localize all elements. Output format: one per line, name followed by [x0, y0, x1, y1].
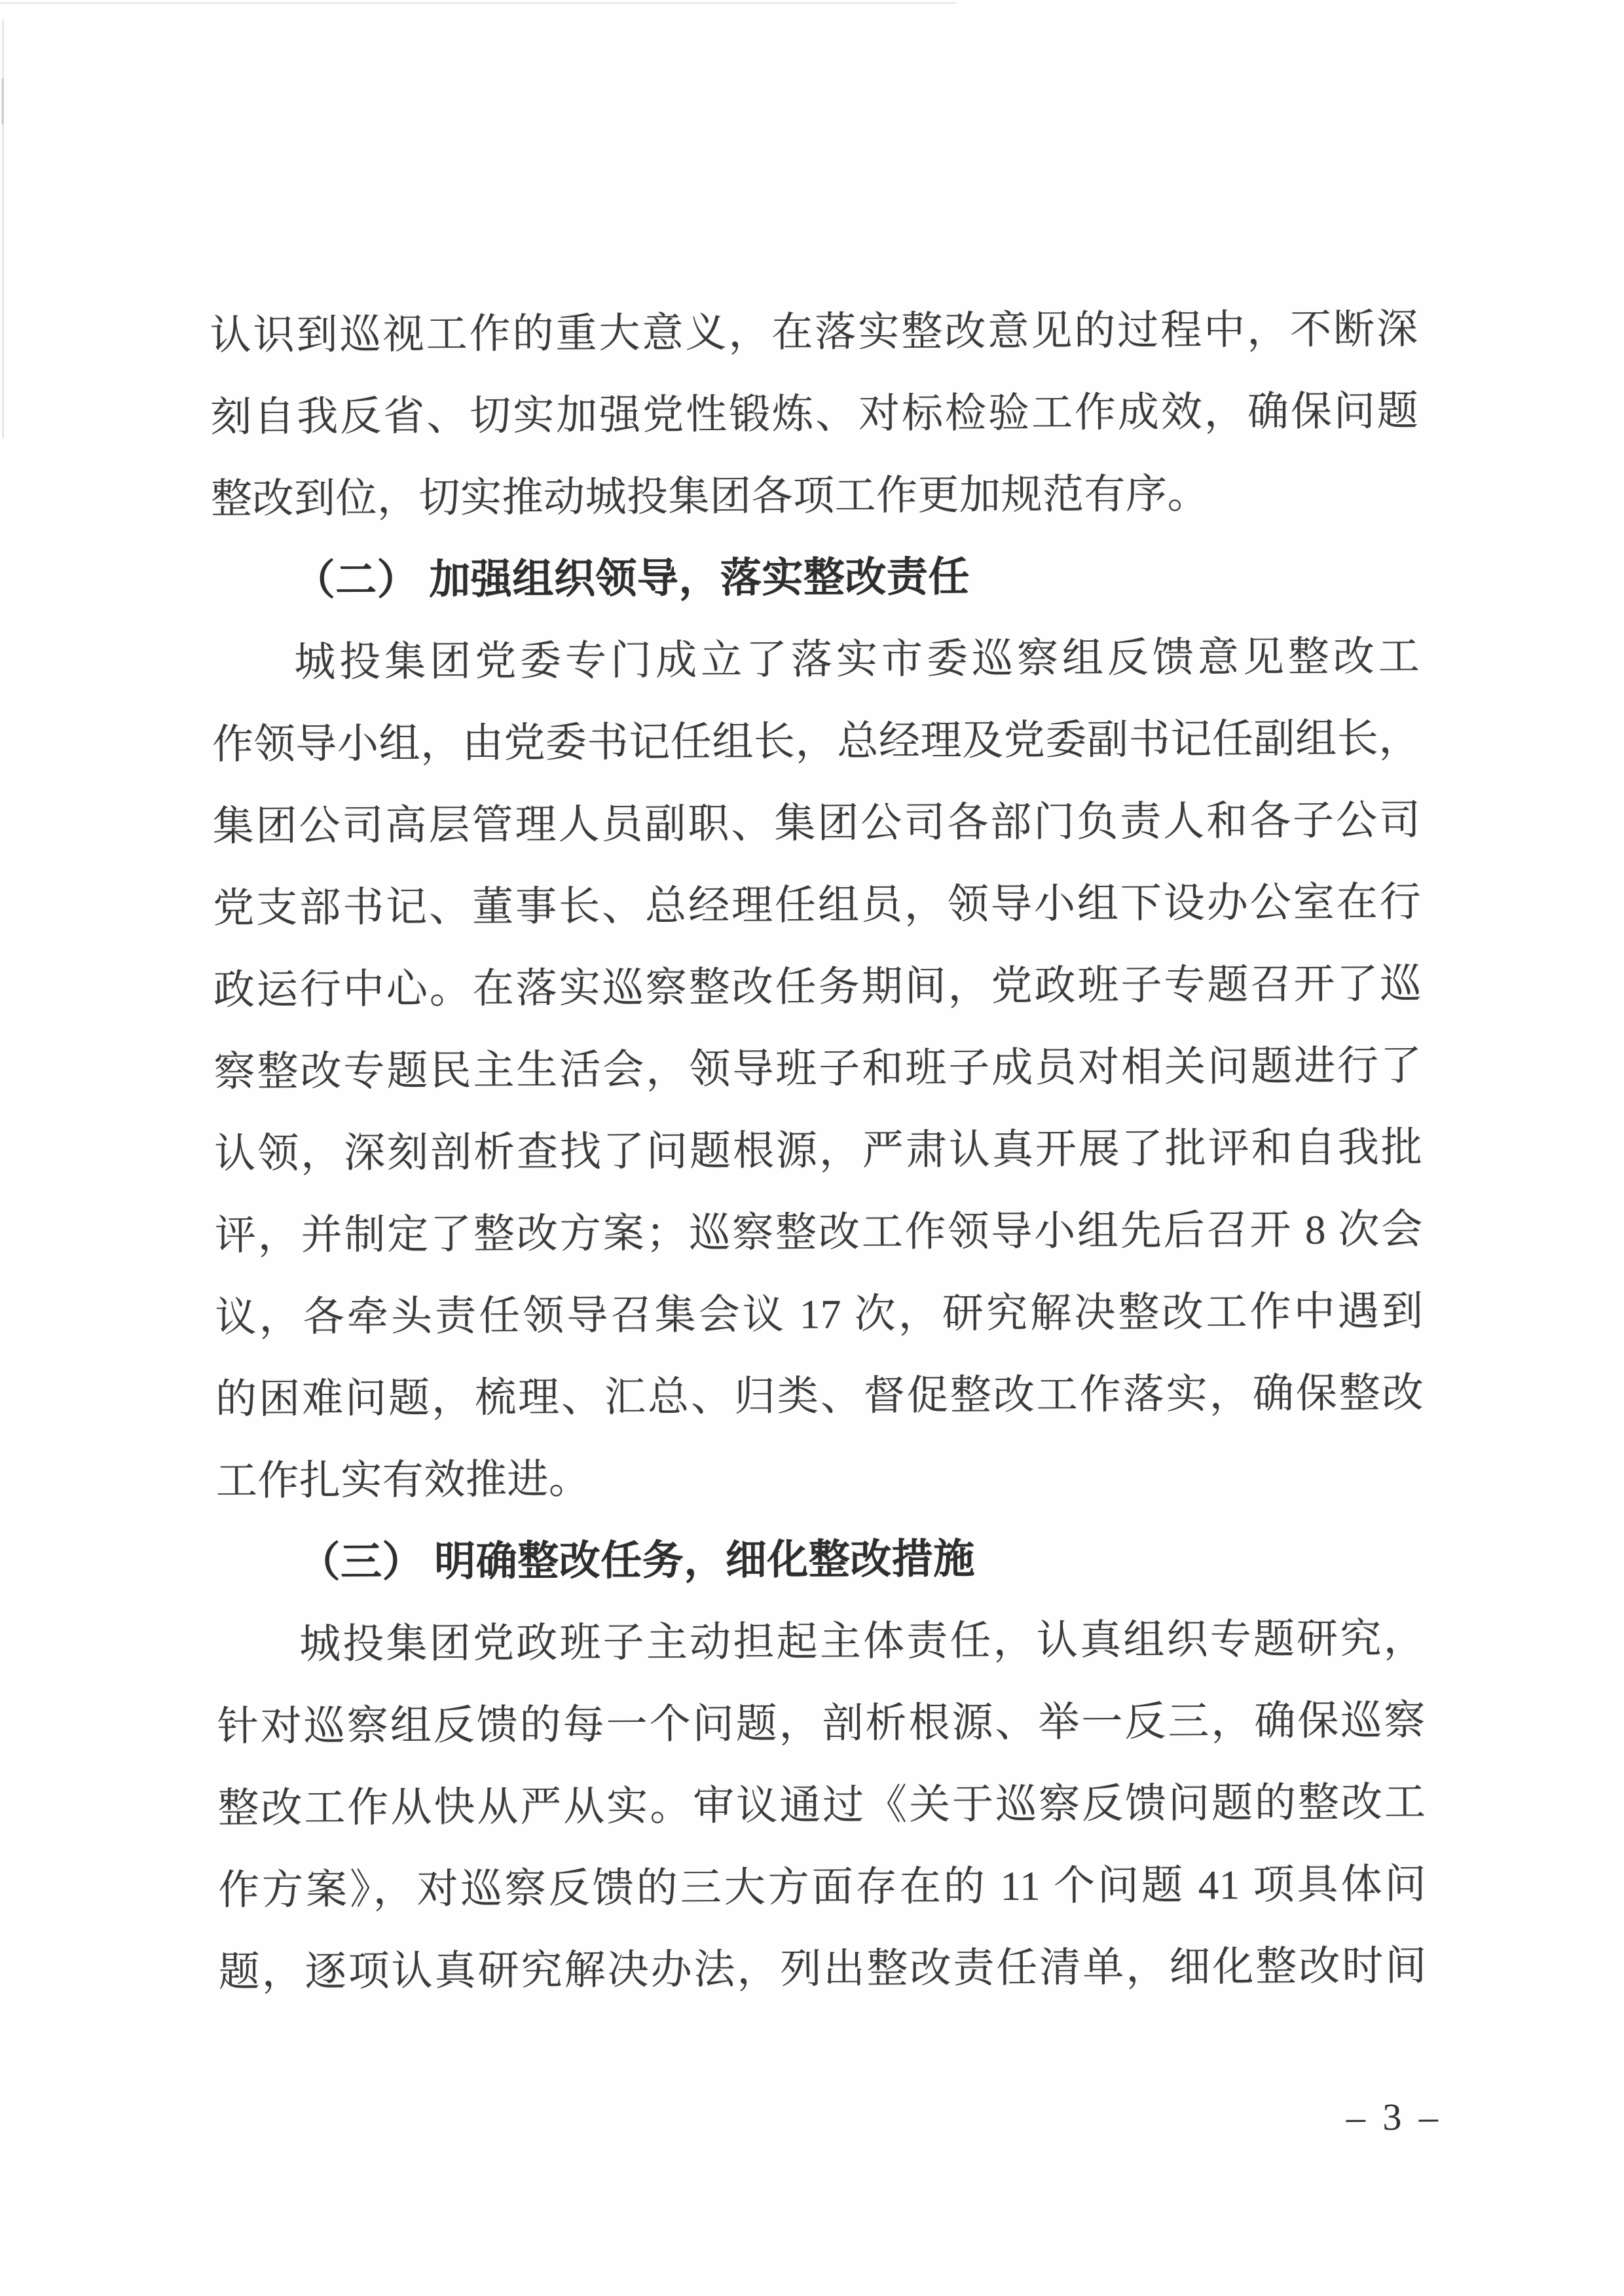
- text-line: 刻自我反省、切实加强党性锻炼、对标检验工作成效，确保问题: [210, 388, 1419, 441]
- text-line: 工作扎实有效推进。: [215, 1456, 591, 1504]
- text-line: 作方案》，对巡察反馈的三大方面存在的 11 个问题 41 项具体问: [217, 1861, 1427, 1914]
- text-line: 整改到位，切实推动城投集团各项工作更加规范有序。: [210, 471, 1209, 522]
- text-line: 察整改专题民主生活会，领导班子和班子成员对相关问题进行了: [213, 1042, 1422, 1095]
- section-heading: （三） 明确整改任务，细化整改措施: [299, 1536, 975, 1586]
- text-line: 认领，深刻剖析查找了问题根源，严肃认真开展了批评和自我批: [214, 1124, 1423, 1177]
- page-number: – 3 –: [1346, 2095, 1443, 2139]
- text-line: 评，并制定了整改方案；巡察整改工作领导小组先后召开 8 次会: [214, 1206, 1424, 1259]
- section-heading: （二） 加强组织领导，落实整改责任: [293, 554, 970, 604]
- text-line: 题，逐项认真研究解决办法，列出整改责任清单，细化整改时间: [218, 1942, 1427, 1995]
- text-line: 认识到巡视工作的重大意义，在落实整改意见的过程中，不断深: [210, 306, 1418, 359]
- text-line: 的困难问题，梳理、汇总、归类、督促整改工作落实，确保整改: [215, 1370, 1424, 1423]
- text-line: 议，各牵头责任领导召集会议 17 次，研究解决整改工作中遇到: [215, 1288, 1424, 1341]
- text-block: [210, 289, 1427, 2014]
- text-line: 整改工作从快从严从实。审议通过《关于巡察反馈问题的整改工: [217, 1779, 1426, 1832]
- text-line: 政运行中心。在落实巡察整改任务期间，党政班子专题召开了巡: [213, 960, 1422, 1013]
- text-line: 集团公司高层管理人员副职、集团公司各部门负责人和各子公司: [212, 797, 1421, 850]
- text-line: 针对巡察组反馈的每一个问题，剖析根源、举一反三，确保巡察: [217, 1697, 1426, 1750]
- text-line: 城投集团党委专门成立了落实市委巡察组反馈意见整改工: [294, 633, 1420, 685]
- text-line: 城投集团党政班子主动担起主体责任，认真组织专题研究，: [299, 1615, 1426, 1667]
- text-line: 作领导小组，由党委书记任组长，总经理及党委副书记任副组长，: [212, 715, 1421, 768]
- text-line: 党支部书记、董事长、总经理任组员，领导小组下设办公室在行: [213, 879, 1422, 932]
